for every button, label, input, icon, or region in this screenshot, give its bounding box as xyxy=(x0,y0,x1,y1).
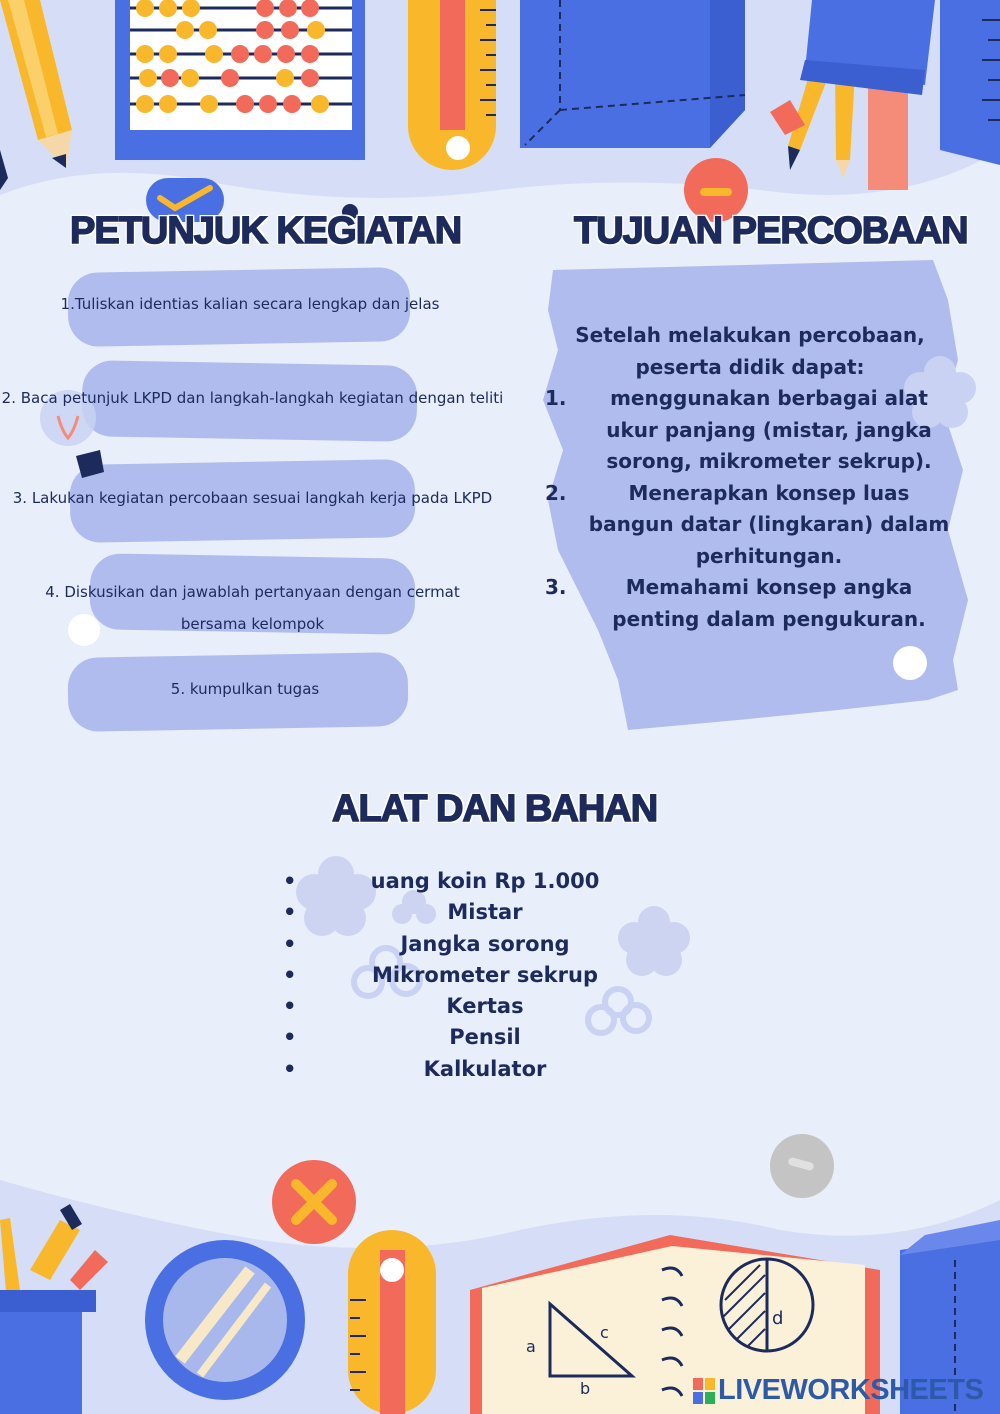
goal-item xyxy=(545,383,955,478)
goal-number: 2. xyxy=(545,480,567,505)
cube-icon xyxy=(520,0,745,148)
list-item xyxy=(280,929,700,960)
list-item xyxy=(280,1022,700,1053)
goal-item xyxy=(545,478,955,573)
bullet: • xyxy=(283,962,297,987)
tools-list xyxy=(280,866,700,1085)
liveworksheets-logo-icon xyxy=(693,1378,717,1406)
bottom-decoration xyxy=(0,1120,1000,1414)
tools-heading: ALAT DAN BAHAN xyxy=(332,788,658,830)
goals-intro: Setelah melakukan percobaan, peserta didik dapat: xyxy=(575,323,925,379)
tool-name: Pensil xyxy=(449,1025,521,1050)
list-item xyxy=(280,991,700,1022)
magnifier-icon xyxy=(145,1240,305,1400)
list-item xyxy=(280,960,700,991)
goal-text: menggunakan berbagai alat ukur panjang (mistar, jangka sorong, mikrometer sekrup). xyxy=(606,386,932,473)
instruction-item: 5. kumpulkan tugas xyxy=(170,680,320,698)
goals-heading: TUJUAN PERCOBAAN xyxy=(574,210,968,252)
close-icon xyxy=(272,1160,356,1244)
minus-icon xyxy=(770,1134,834,1198)
watermark: LIVEWORKSHEETS xyxy=(718,1374,984,1406)
abacus-icon xyxy=(115,0,365,160)
triangle-label: a xyxy=(526,1337,536,1356)
goal-text: Memahami konsep angka penting dalam pengukuran. xyxy=(612,575,926,631)
goal-item xyxy=(545,572,955,635)
list-item xyxy=(280,866,700,897)
goals-body xyxy=(545,320,955,635)
tool-name: Mikrometer sekrup xyxy=(372,962,598,987)
bullet: • xyxy=(283,1056,297,1081)
bullet: • xyxy=(283,994,297,1019)
ruler-icon xyxy=(408,0,496,170)
bullet: • xyxy=(283,1025,297,1050)
goal-text: Menerapkan konsep luas bangun datar (lingkaran) dalam perhitungan. xyxy=(588,480,950,568)
instruction-item: 3. Lakukan kegiatan percobaan sesuai langkah kerja pada LKPD xyxy=(12,489,493,507)
triangle-label: c xyxy=(600,1323,609,1342)
list-item xyxy=(280,897,700,928)
tool-name: uang koin Rp 1.000 xyxy=(370,869,600,893)
bullet: • xyxy=(283,900,297,925)
tool-name: Jangka sorong xyxy=(400,931,570,956)
tool-name: Mistar xyxy=(447,900,523,925)
tool-name: Kalkulator xyxy=(423,1056,547,1081)
goal-number: 1. xyxy=(545,386,567,410)
ruler-icon xyxy=(348,1230,436,1414)
goal-number: 3. xyxy=(545,575,567,599)
list-item xyxy=(280,1054,700,1085)
instructions-heading: PETUNJUK KEGIATAN xyxy=(70,210,462,252)
dot-decoration xyxy=(893,646,927,680)
bullet: • xyxy=(283,869,297,893)
bullet: • xyxy=(283,931,297,956)
instruction-item: 1.Tuliskan identias kalian secara lengkap dan jelas xyxy=(60,295,440,313)
instruction-item: 4. Diskusikan dan jawablah pertanyaan dengan cermat bersama kelompok xyxy=(45,583,460,633)
circle-label: d xyxy=(772,1308,784,1329)
tool-name: Kertas xyxy=(446,994,524,1019)
triangle-label: b xyxy=(580,1379,591,1398)
instruction-item: 2. Baca petunjuk LKPD dan langkah-langkah kegiatan dengan teliti xyxy=(1,389,504,407)
